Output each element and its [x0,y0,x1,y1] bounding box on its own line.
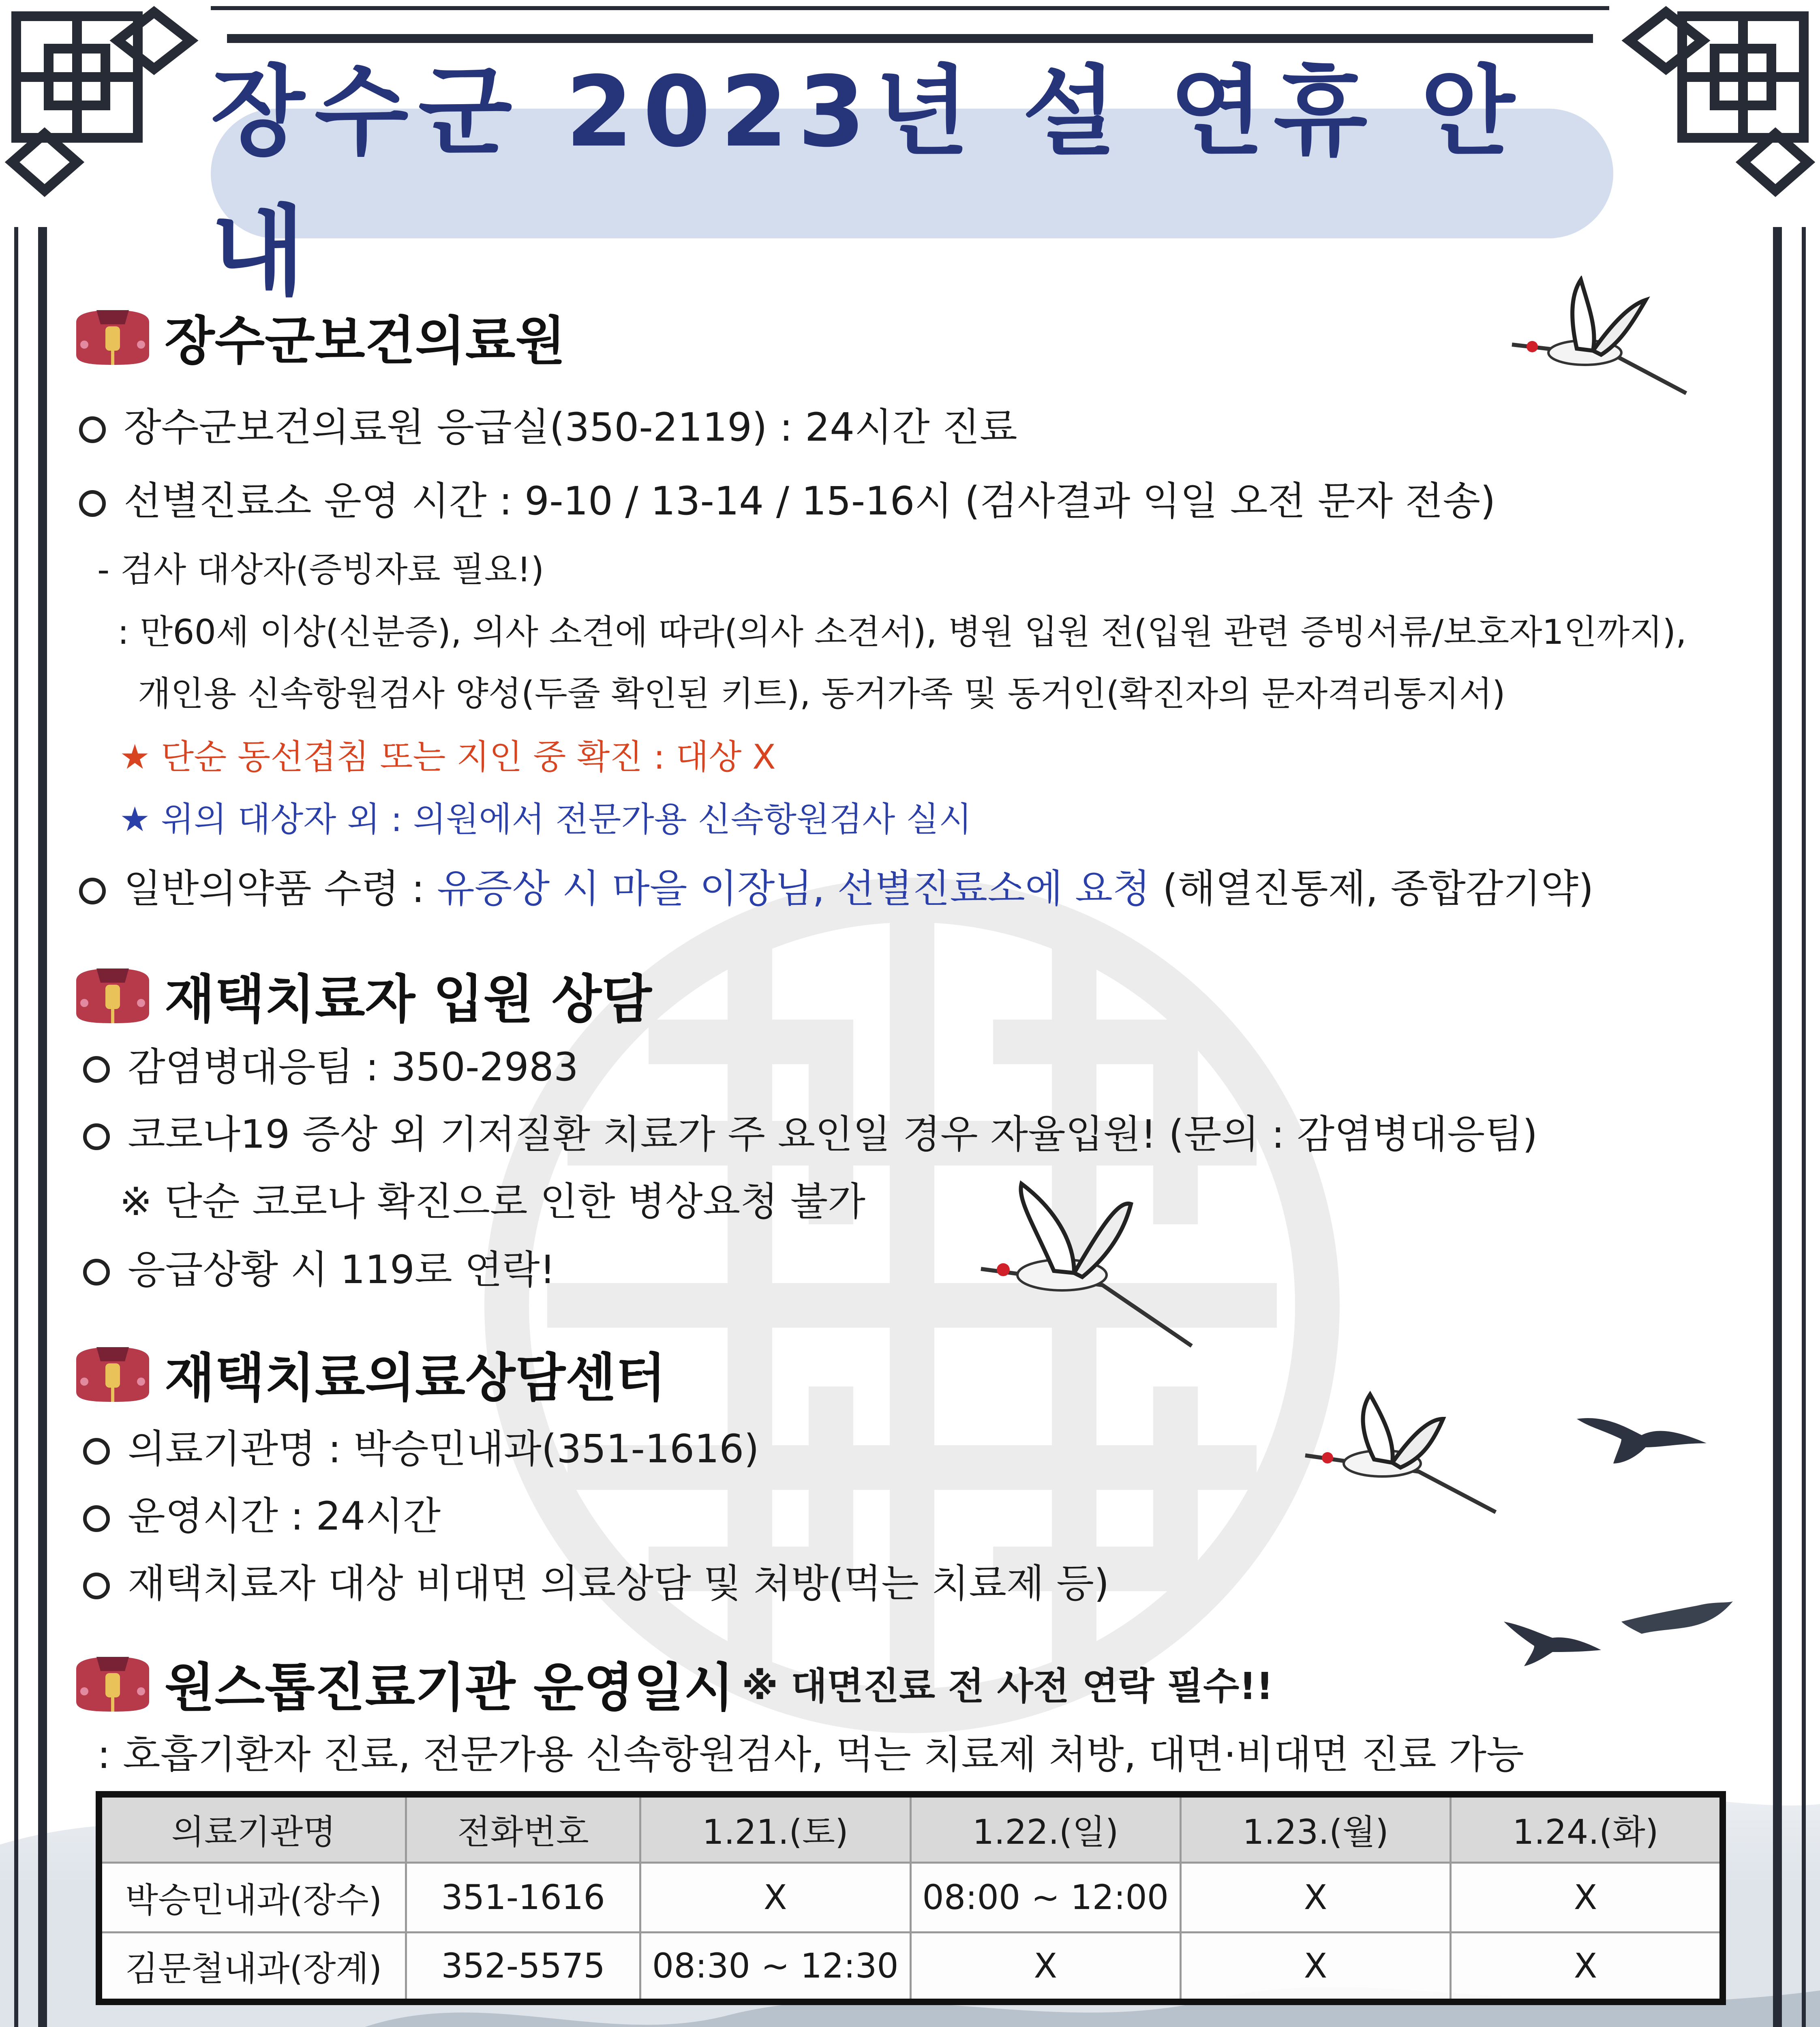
table-cell: X [1181,1862,1451,1932]
section-heading-admission [72,958,652,1032]
circle-bullet-icon [83,1505,110,1532]
onestop-description: : 호흡기환자 진료, 전문가용 신속항원검사, 먹는 치료제 처방, 대면·비대면 진료 가능 [97,1732,1524,1777]
list-item: 장수군보건의료원 응급실(350-2119) : 24시간 진료 [79,396,1017,452]
list-item: 재택치료자 대상 비대면 의료상담 및 처방(먹는 치료제 등) [83,1553,1109,1608]
col-header: 1.22.(일) [910,1794,1181,1862]
circle-bullet-icon [83,1056,110,1083]
list-item: 의료기관명 : 박승민내과(351-1616) [83,1418,759,1474]
circle-bullet-icon [79,416,106,443]
table-cell: X [640,1862,910,1932]
table-cell: 08:30 ~ 12:30 [640,1932,910,2002]
circle-bullet-icon [83,1573,110,1599]
list-item: 운영시간 : 24시간 [83,1485,441,1541]
ornament-corner-icon [12,12,191,191]
sub-item: 개인용 신속항원검사 양성(두줄 확인된 키트), 동거가족 및 동거인(확진자의 문자격리통지서) [138,674,1505,714]
section-title: 재택치료자 입원 상담 [165,969,652,1030]
star-note-red: ★ 단순 동선겹침 또는 지인 중 확진 : 대상 X [120,737,776,777]
star-note-blue: ★ 위의 대상자 외 : 의원에서 전문가용 신속항원검사 실시 [120,799,972,839]
section-heading-consult-center [72,1336,666,1411]
bird-icon [1573,1403,1711,1468]
sub-item: ※ 단순 코로나 확진으로 인한 병상요청 불가 [120,1179,866,1224]
col-header: 1.24.(화) [1451,1794,1723,1862]
col-header: 전화번호 [406,1794,640,1862]
table-cell: 352-5575 [406,1932,640,2002]
bird-icon [1617,1597,1735,1646]
list-item: 선별진료소 운영 시간 : 9-10 / 13-14 / 15-16시 (검사결과 익일 오전 문자 전송) [79,470,1496,526]
lucky-pouch-icon [72,306,153,367]
crane-icon [973,1176,1200,1354]
page-title: 장수군 2023년 설 연휴 안내 [211,55,1525,309]
table-cell: 08:00 ~ 12:00 [910,1862,1181,1932]
bird-icon [1500,1613,1605,1670]
col-header: 의료기관명 [99,1794,406,1862]
table-cell: X [910,1932,1181,2002]
list-item: 일반의약품 수령 : 유증상 시 마을 이장님, 선별진료소에 요청 (해열진통제, 종합감기약) [79,858,1593,913]
lucky-pouch-icon [72,964,153,1025]
lucky-pouch-icon [72,1653,153,1714]
crane-icon [1297,1391,1508,1520]
sub-item: - 검사 대상자(증빙자료 필요!) [97,550,544,589]
circle-bullet-icon [83,1438,110,1465]
title-banner [211,55,1613,309]
onestop-notice: ※ 대면진료 전 사전 연락 필수!! [742,1665,1274,1708]
lucky-pouch-icon [72,1343,153,1404]
col-header: 1.21.(토) [640,1794,910,1862]
table-row [99,1862,1723,1932]
table-cell: X [1451,1862,1723,1932]
table-cell: X [1181,1932,1451,2002]
list-item: 응급상황 시 119로 연락! [83,1239,555,1294]
table-row [99,1932,1723,2002]
section-title: 원스톱진료기관 운영일시 [165,1658,734,1718]
list-item: 감염병대응팀 : 350-2983 [83,1036,578,1092]
col-header: 1.23.(월) [1181,1794,1451,1862]
section-heading-uiwon [72,299,565,374]
circle-bullet-icon [83,1123,110,1150]
section-title: 재택치료의료상담센터 [165,1348,666,1408]
table-cell: X [1451,1932,1723,2002]
table-cell: 박승민내과(장수) [99,1862,406,1932]
sub-item: : 만60세 이상(신분증), 의사 소견에 따라(의사 소견서), 병원 입원 전(입원 관련 증빙서류/보호자1인까지), [118,612,1687,652]
table-cell: 김문철내과(장계) [99,1932,406,2002]
section-heading-onestop [72,1646,734,1721]
circle-bullet-icon [83,1259,110,1286]
circle-bullet-icon [79,878,106,904]
list-item: 코로나19 증상 외 기저질환 치료가 주 요인일 경우 자율입원! (문의 : 감염병대응팀) [83,1103,1537,1159]
onestop-clinic-table [96,1791,1726,2005]
circle-bullet-icon [79,490,106,517]
table-cell: 351-1616 [406,1862,640,1932]
section-title: 장수군보건의료원 [165,311,566,371]
